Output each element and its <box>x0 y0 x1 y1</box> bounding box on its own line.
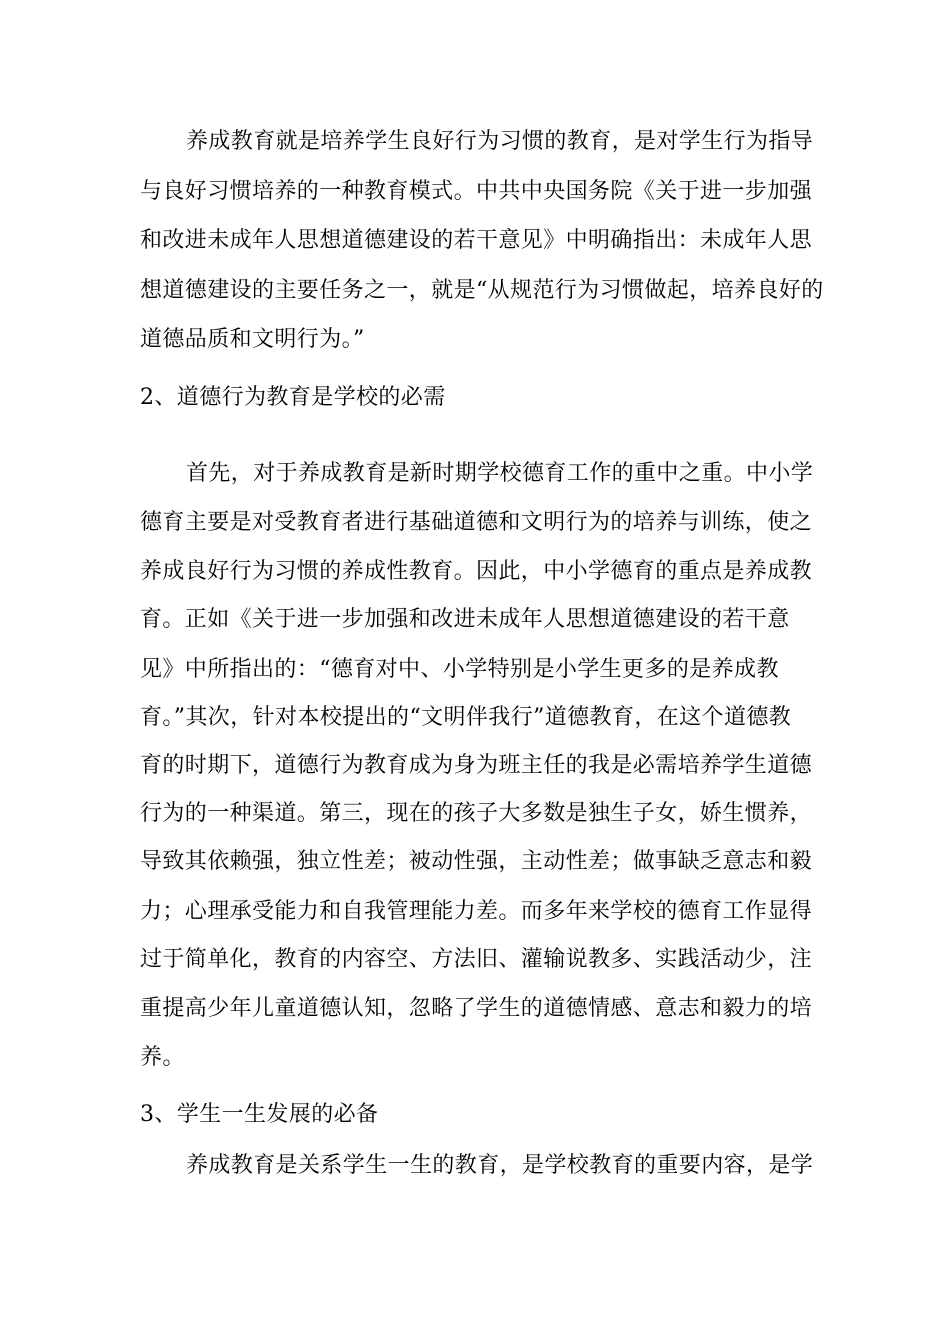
paragraph-2-line-2: 德育主要是对受教育者进行基础道德和文明行为的培养与训练，使之 <box>140 510 813 535</box>
paragraph-2-line-1: 首先，对于养成教育是新时期学校德育工作的重中之重。中小学 <box>186 461 814 486</box>
paragraph-1-line-1: 养成教育就是培养学生良好行为习惯的教育，是对学生行为指导 <box>186 129 814 154</box>
paragraph-1-line-4: 想道德建设的主要任务之一，就是“从规范行为习惯做起，培养良好的 <box>140 278 824 303</box>
paragraph-2-line-12: 重提高少年儿童道德认知，忽略了学生的道德情感、意志和毅力的培 <box>140 996 813 1021</box>
paragraph-2-line-6: 育。”其次，针对本校提出的“文明伴我行”道德教育，在这个道德教 <box>140 705 792 730</box>
section-heading-3: 3、学生一生发展的必备 <box>140 1102 379 1127</box>
paragraph-2-line-9: 导致其依赖强，独立性差；被动性强，主动性差；做事缺乏意志和毅 <box>140 849 813 874</box>
paragraph-1-line-2: 与良好习惯培养的一种教育模式。中共中央国务院《关于进一步加强 <box>140 179 813 204</box>
section-heading-2: 2、道德行为教育是学校的必需 <box>140 385 446 410</box>
paragraph-2-line-3: 养成良好行为习惯的养成性教育。因此，中小学德育的重点是养成教 <box>140 559 813 584</box>
paragraph-2-line-5: 见》中所指出的：“德育对中、小学特别是小学生更多的是养成教 <box>140 657 779 682</box>
paragraph-2-line-4: 育。正如《关于进一步加强和改进未成年人思想道德建设的若干意 <box>140 607 790 632</box>
paragraph-2-line-13: 养。 <box>140 1045 185 1070</box>
paragraph-2-line-11: 过于简单化，教育的内容空、方法旧、灌输说教多、实践活动少，注 <box>140 947 813 972</box>
paragraph-2-line-8: 行为的一种渠道。第三，现在的孩子大多数是独生子女，娇生惯养， <box>140 801 813 826</box>
paragraph-1-line-5: 道德品质和文明行为。” <box>140 327 365 352</box>
paragraph-3-line-1: 养成教育是关系学生一生的教育，是学校教育的重要内容，是学 <box>186 1153 814 1178</box>
paragraph-2-line-7: 育的时期下，道德行为教育成为身为班主任的我是必需培养学生道德 <box>140 753 813 778</box>
paragraph-1-line-3: 和改进未成年人思想道德建设的若干意见》中明确指出：未成年人思 <box>140 228 813 253</box>
paragraph-2-line-10: 力；心理承受能力和自我管理能力差。而多年来学校的德育工作显得 <box>140 899 813 924</box>
